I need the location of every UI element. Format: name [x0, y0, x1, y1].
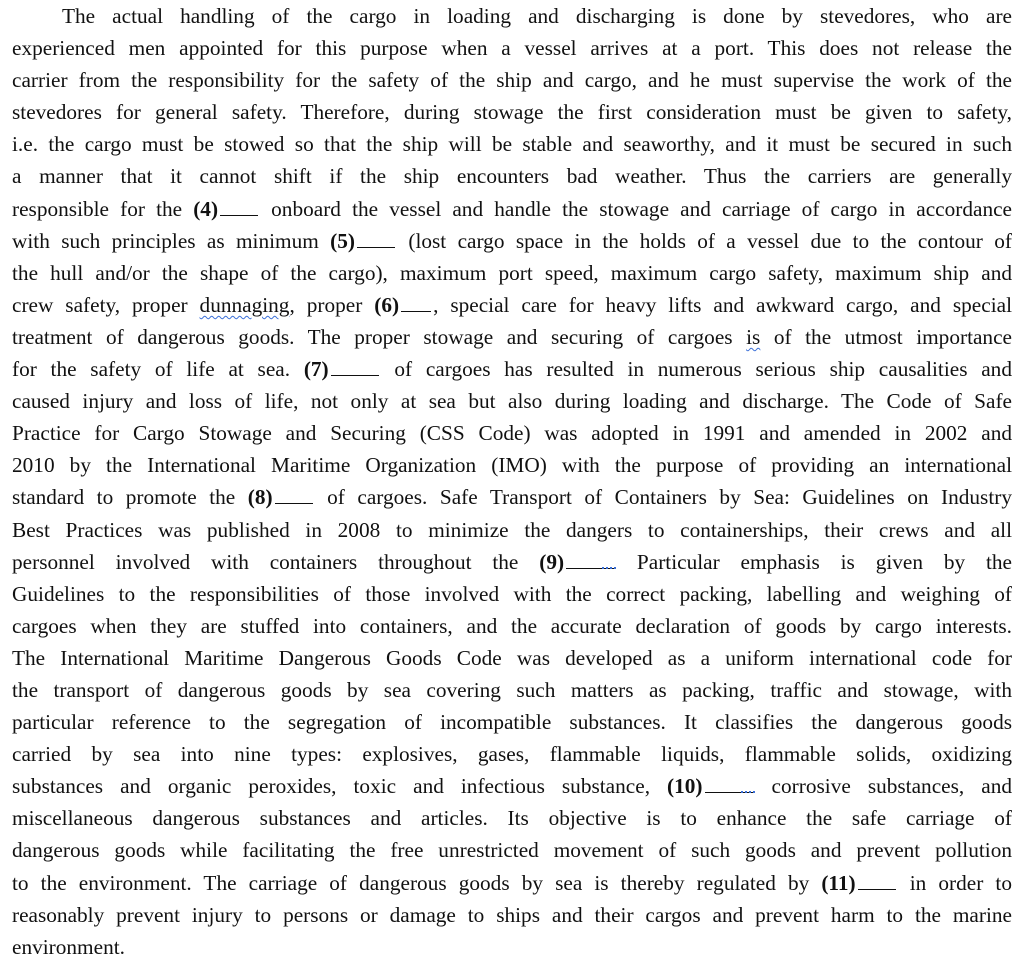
answer-blank-11[interactable]	[858, 871, 896, 890]
passage-line: particular reference to the segregation of incompatible substances. It classifies the dangerous goods	[12, 710, 1012, 735]
passage-line	[12, 289, 1012, 321]
passage-line	[12, 867, 1012, 899]
passage-line: the hull and/or the shape of the cargo), maximum port speed, maximum cargo safety, maximum ship and	[12, 260, 1012, 285]
answer-blank-8[interactable]	[275, 485, 313, 504]
passage-line	[12, 770, 1012, 802]
blank-number-10: (10)	[667, 774, 703, 799]
text-run: , special care for heavy lifts and awkward cargo, and special	[433, 292, 1012, 317]
text-run: , proper	[289, 292, 375, 317]
passage-line: the transport of dangerous goods by sea covering such matters as packing, traffic and stowage, with	[12, 677, 1012, 702]
blank-number-11: (11)	[821, 870, 856, 895]
passage-line: 2010 by the International Maritime Organization (IMO) with the purpose of providing an international	[12, 453, 1012, 478]
passage-line: stevedores for general safety. Therefore, during stowage the first consideration must be given to safety,	[12, 100, 1012, 125]
text-run: corrosive substances, and	[754, 774, 1012, 799]
passage-line: experienced men appointed for this purpose when a vessel arrives at a port. This does not release the	[12, 36, 1012, 61]
text-run: treatment of dangerous goods. The proper stowage and securing of cargoes	[12, 324, 747, 349]
passage-line: Guidelines to the responsibilities of those involved with the correct packing, labelling and weighing of	[12, 581, 1012, 606]
passage-line: carrier from the responsibility for the safety of the ship and cargo, and he must supervise the work of the	[12, 68, 1012, 93]
spellcheck-word[interactable]: dunnaging	[199, 292, 290, 317]
text-run: Particular emphasis is given by the	[616, 549, 1012, 574]
text-run: responsible for the	[12, 196, 194, 221]
text-run: standard to promote the	[12, 485, 248, 510]
blank-number-5: (5)	[330, 228, 356, 253]
passage	[12, 0, 1012, 963]
answer-blank-6[interactable]	[401, 293, 431, 312]
text-run: in order to	[897, 870, 1012, 895]
text-run: of the utmost importance	[760, 324, 1012, 349]
text-run: (lost cargo space in the holds of a vessel due to the contour of	[397, 228, 1012, 253]
answer-blank-7[interactable]	[331, 357, 379, 376]
passage-line: cargoes when they are stuffed into containers, and the accurate declaration of goods by cargo interests.	[12, 613, 1012, 638]
answer-blank-4[interactable]	[220, 197, 258, 216]
spellcheck-mark	[602, 563, 616, 569]
text-run: personnel involved with containers throughout the	[12, 549, 540, 574]
passage-line: Practice for Cargo Stowage and Securing (CSS Code) was adopted in 1991 and amended in 2002 and	[12, 421, 1012, 446]
text-run: onboard the vessel and handle the stowage and carriage of cargo in accordance	[260, 196, 1012, 221]
blank-number-6: (6)	[374, 292, 400, 317]
spellcheck-word[interactable]: is	[746, 324, 761, 349]
blank-number-9: (9)	[539, 549, 565, 574]
blank-number-8: (8)	[247, 485, 273, 510]
answer-blank-5[interactable]	[357, 229, 395, 248]
passage-line	[12, 225, 1012, 257]
text-run: substances and organic peroxides, toxic and infectious substance,	[12, 774, 668, 799]
passage-line	[12, 321, 1012, 353]
passage-line: i.e. the cargo must be stowed so that the ship will be stable and seaworthy, and it must be secured in such	[12, 132, 1012, 157]
passage-line: environment.	[12, 934, 125, 959]
passage-line: Best Practices was published in 2008 to minimize the dangers to containerships, their crews and all	[12, 517, 1012, 542]
text-run: to the environment. The carriage of dangerous goods by sea is thereby regulated by	[12, 870, 822, 895]
text-run: for the safety of life at sea.	[12, 357, 304, 382]
passage-line: a manner that it cannot shift if the ship encounters bad weather. Thus the carriers are generally	[12, 164, 1012, 189]
passage-line: The actual handling of the cargo in loading and discharging is done by stevedores, who are	[62, 4, 1012, 28]
passage-line: reasonably prevent injury to persons or damage to ships and their cargos and prevent harm to the marine	[12, 902, 1012, 927]
passage-line: miscellaneous dangerous substances and articles. Its objective is to enhance the safe carriage of	[12, 806, 1012, 831]
passage-line	[12, 481, 1012, 513]
passage-line: carried by sea into nine types: explosives, gases, flammable liquids, flammable solids, oxidizing	[12, 742, 1012, 767]
text-run: of cargoes has resulted in numerous serious ship causalities and	[380, 357, 1012, 382]
passage-line: The International Maritime Dangerous Goods Code was developed as a uniform international code for	[12, 645, 1012, 670]
spellcheck-mark	[741, 787, 755, 793]
passage-line	[12, 193, 1012, 225]
passage-line	[12, 546, 1012, 578]
blank-number-4: (4)	[193, 196, 219, 221]
passage-line	[12, 353, 1012, 385]
passage-line: caused injury and loss of life, not only at sea but also during loading and discharge. The Code of Safe	[12, 389, 1012, 414]
text-run: crew safety, proper	[12, 292, 200, 317]
blank-number-7: (7)	[303, 357, 329, 382]
text-run: of cargoes. Safe Transport of Containers by Sea: Guidelines on Industry	[314, 485, 1013, 510]
text-run: with such principles as minimum	[12, 228, 331, 253]
passage-line: dangerous goods while facilitating the free unrestricted movement of such goods and prevent pollution	[12, 838, 1012, 863]
